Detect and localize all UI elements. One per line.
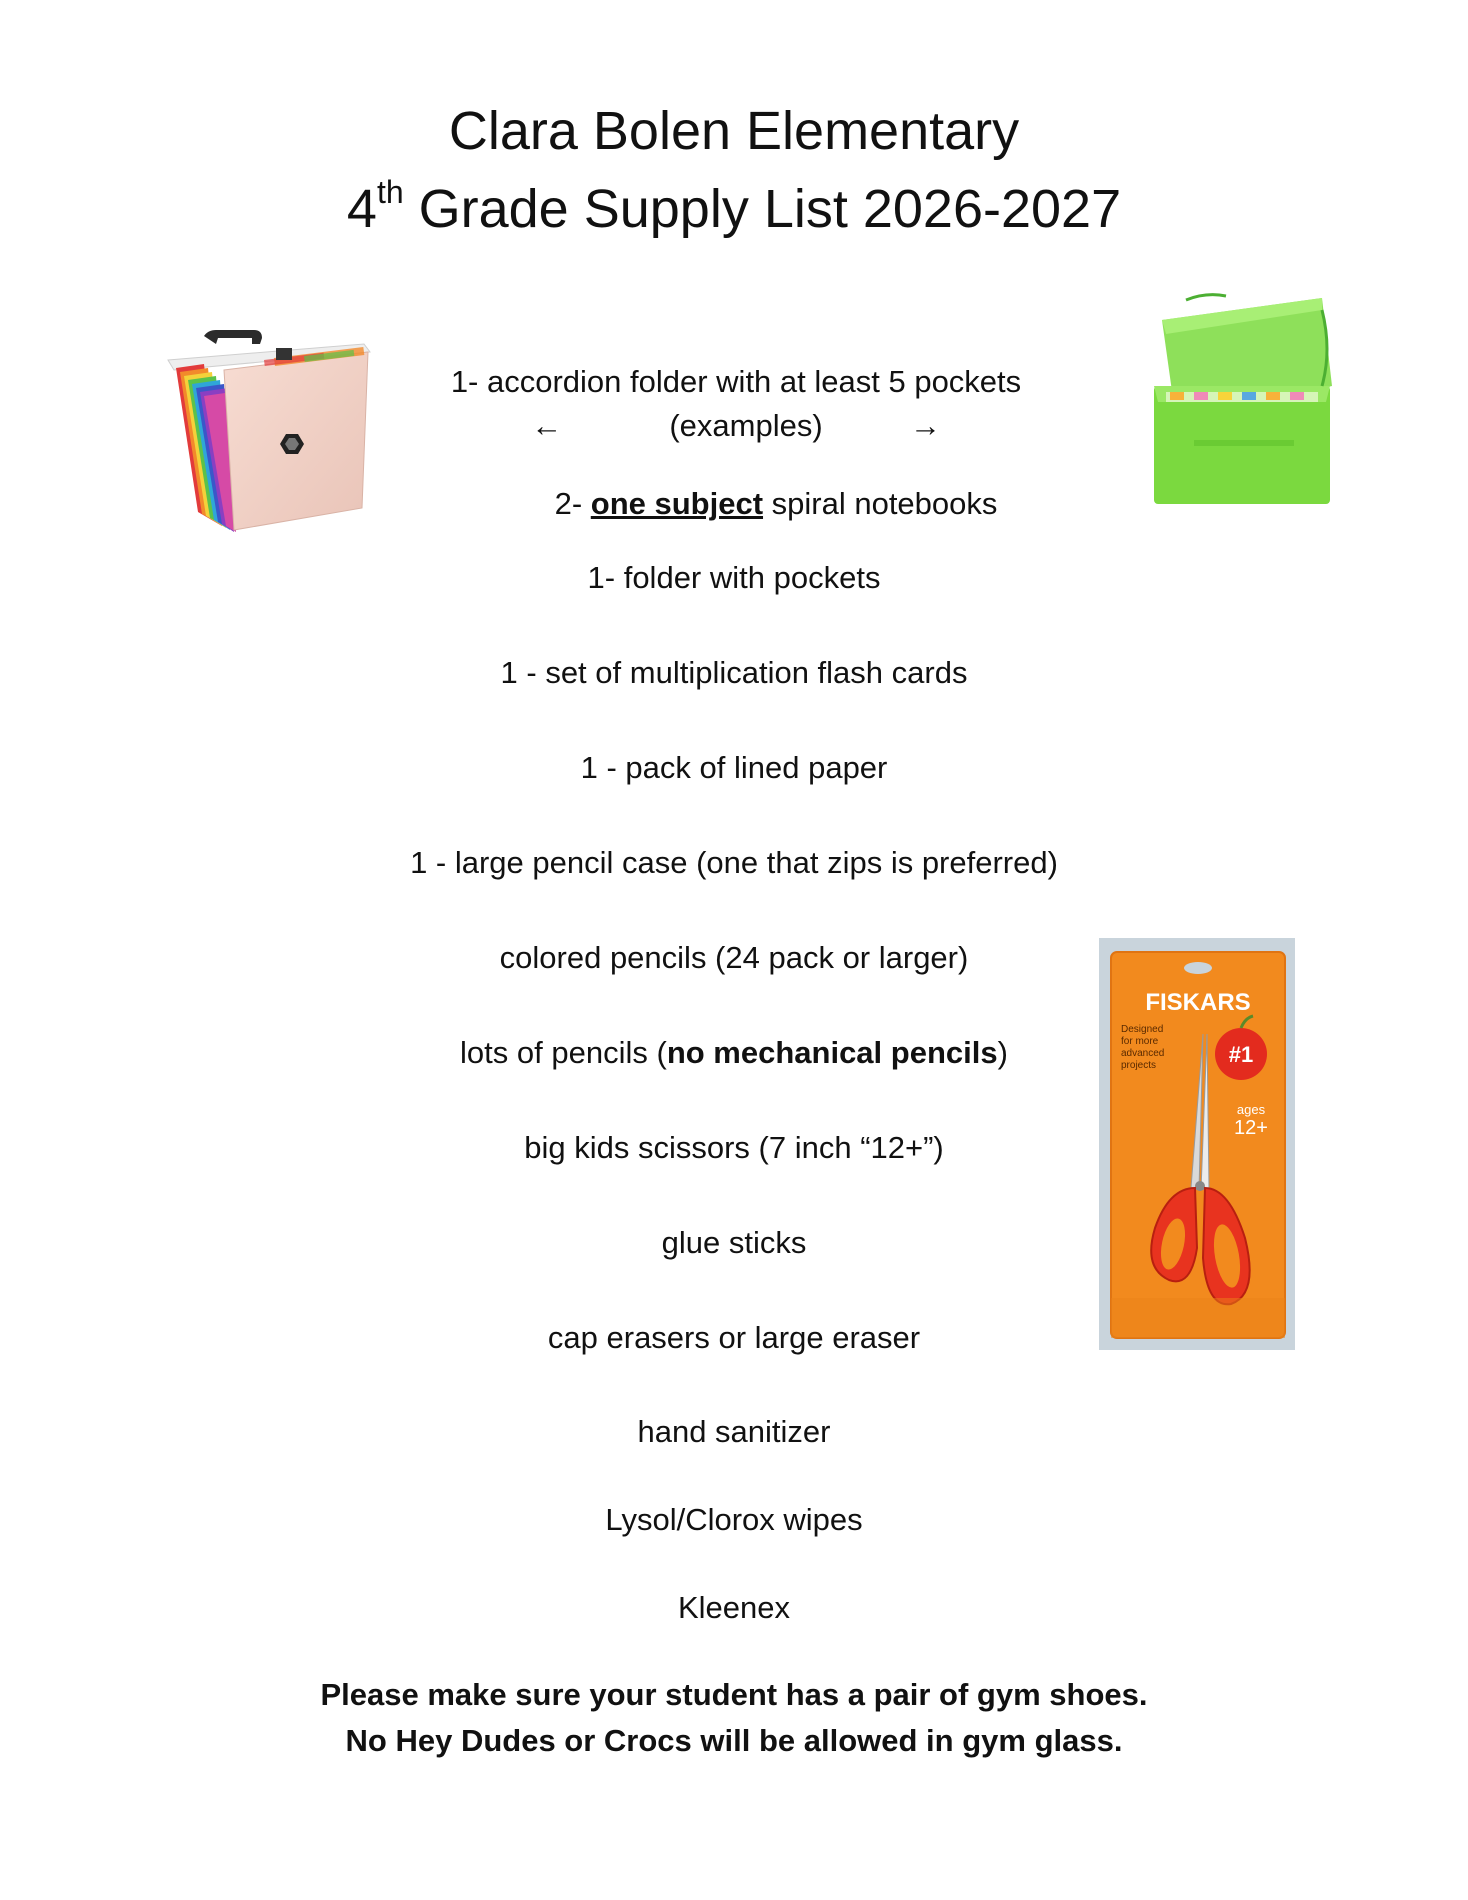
- svg-text:projects: projects: [1121, 1060, 1157, 1071]
- one-subject-emphasis: one subject: [590, 486, 764, 521]
- left-arrow-icon: ←: [531, 408, 563, 443]
- list-item-colored-pencils: colored pencils (24 pack or larger): [499, 940, 969, 975]
- right-arrow-icon: →: [909, 408, 941, 443]
- list-item-erasers: cap erasers or large eraser: [547, 1320, 921, 1355]
- svg-text:12+: 12+: [1234, 1117, 1268, 1139]
- list-item-glue: glue sticks: [661, 1225, 807, 1260]
- list-item-notebooks: 2- one subject spiral notebooks: [554, 486, 998, 521]
- list-item-pencils: lots of pencils (no mechanical pencils): [460, 1035, 1008, 1070]
- list-item-folder: 1- folder with pockets: [587, 560, 881, 595]
- no-crocs-note: No Hey Dudes or Crocs will be allowed in gym glass.: [345, 1723, 1123, 1758]
- list-item-scissors: big kids scissors (7 inch “12+”): [524, 1130, 944, 1165]
- list-item-flash-cards: 1 - set of multiplication flash cards: [500, 655, 968, 690]
- list-item-wipes: Lysol/Clorox wipes: [605, 1502, 863, 1537]
- scissors-package-image: [1099, 938, 1295, 1350]
- list-item-kleenex: Kleenex: [677, 1590, 791, 1625]
- svg-text:Designed: Designed: [1121, 1024, 1164, 1035]
- svg-text:ages: ages: [1236, 1102, 1266, 1117]
- number-one-badge: #1: [1228, 1042, 1254, 1067]
- svg-text:advanced: advanced: [1121, 1048, 1165, 1059]
- list-item-accordion-folder: 1- accordion folder with at least 5 pockets: [450, 364, 1022, 399]
- examples-label: (examples): [669, 408, 823, 443]
- list-item-examples: [2, 406, 1468, 446]
- list-item-sanitizer: hand sanitizer: [637, 1414, 831, 1449]
- list-item-pencil-case: 1 - large pencil case (one that zips is preferred): [410, 845, 1058, 880]
- svg-text:for more: for more: [1121, 1036, 1159, 1047]
- school-name: Clara Bolen Elementary: [448, 101, 1020, 161]
- gym-shoes-note: Please make sure your student has a pair of gym shoes.: [320, 1677, 1148, 1712]
- fiskars-logo-text: FISKARS: [1145, 989, 1251, 1016]
- page-title: [0, 92, 1468, 248]
- no-mechanical-emphasis: no mechanical pencils: [666, 1035, 998, 1070]
- list-item-lined-paper: 1 - pack of lined paper: [580, 750, 888, 785]
- supply-list-heading: 4th Grade Supply List 2026-2027: [346, 174, 1122, 239]
